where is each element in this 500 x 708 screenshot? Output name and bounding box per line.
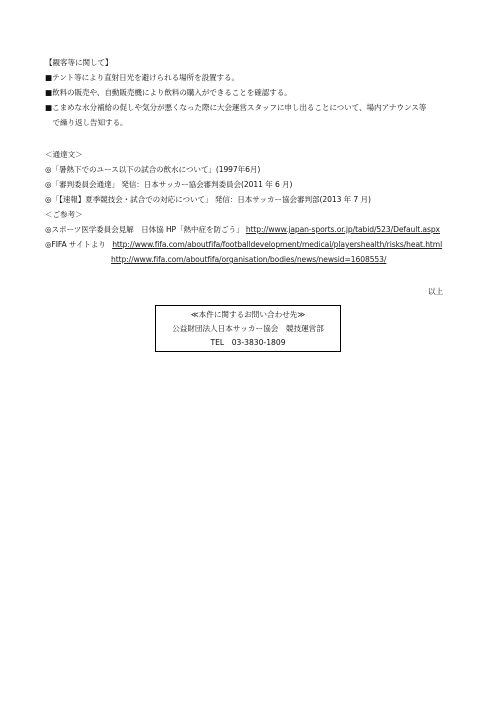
notices-heading: ＜通達文＞ (45, 150, 83, 159)
reference-fifa-label: ◎FIFA サイトより (45, 240, 106, 249)
contact-phone: TEL 03-3830-1809 (210, 338, 286, 347)
spectator-item: ■こまめな水分補給の促しや気分が悪くなった際に大会運営スタッフに申し出ることについて、場内アナウンス等 (45, 103, 427, 112)
notice-item: ◎「審判委員会通達」 発信：日本サッカー協会審判委員会(2011 年 6 月) (45, 180, 293, 189)
spectator-item: ■テント等により直射日光を避けられる場所を設置する。 (45, 73, 240, 82)
reference-jsa-label: ◎スポーツ医学委員会見解 日体協 HP「熱中症を防ごう」 (45, 225, 244, 234)
notice-item: ◎「【速報】夏季競技会・試合での対応について」 発信：日本サッカー協会審判部(2013 年 7 月) (45, 195, 371, 204)
spectator-item: ■飲料の販売や、自動販売機により飲料の購入ができることを確認する。 (45, 88, 292, 97)
spectator-item: で繰り返し告知する。 (45, 118, 128, 127)
contact-title: ≪本件に関するお問い合わせ先≫ (190, 310, 306, 319)
references-heading: ＜ご参考＞ (45, 210, 83, 219)
spectator-heading: 【観客等に関して】 (45, 58, 113, 67)
fifa-heat-link[interactable]: http://www.fifa.com/aboutfifa/footballdevelopment/medical/playershealth/risks/heat.html (112, 240, 443, 249)
contact-box (155, 305, 341, 352)
jsa-link[interactable]: http://www.japan-sports.or.jp/tabid/523/Default.aspx (245, 225, 440, 234)
contact-organization: 公益財団法人日本サッカー協会 競技運営部 (172, 324, 324, 333)
fifa-news-link[interactable]: http://www.fifa.com/aboutfifa/organisation/bodies/news/newsid=1608553/ (111, 255, 387, 264)
reference-fifa (45, 240, 442, 250)
reference-jsa (45, 225, 440, 235)
closing-mark: 以上 (428, 287, 443, 296)
notice-item: ◎「暑熱下でのユース以下の試合の飲水について」(1997年6月) (45, 165, 261, 174)
